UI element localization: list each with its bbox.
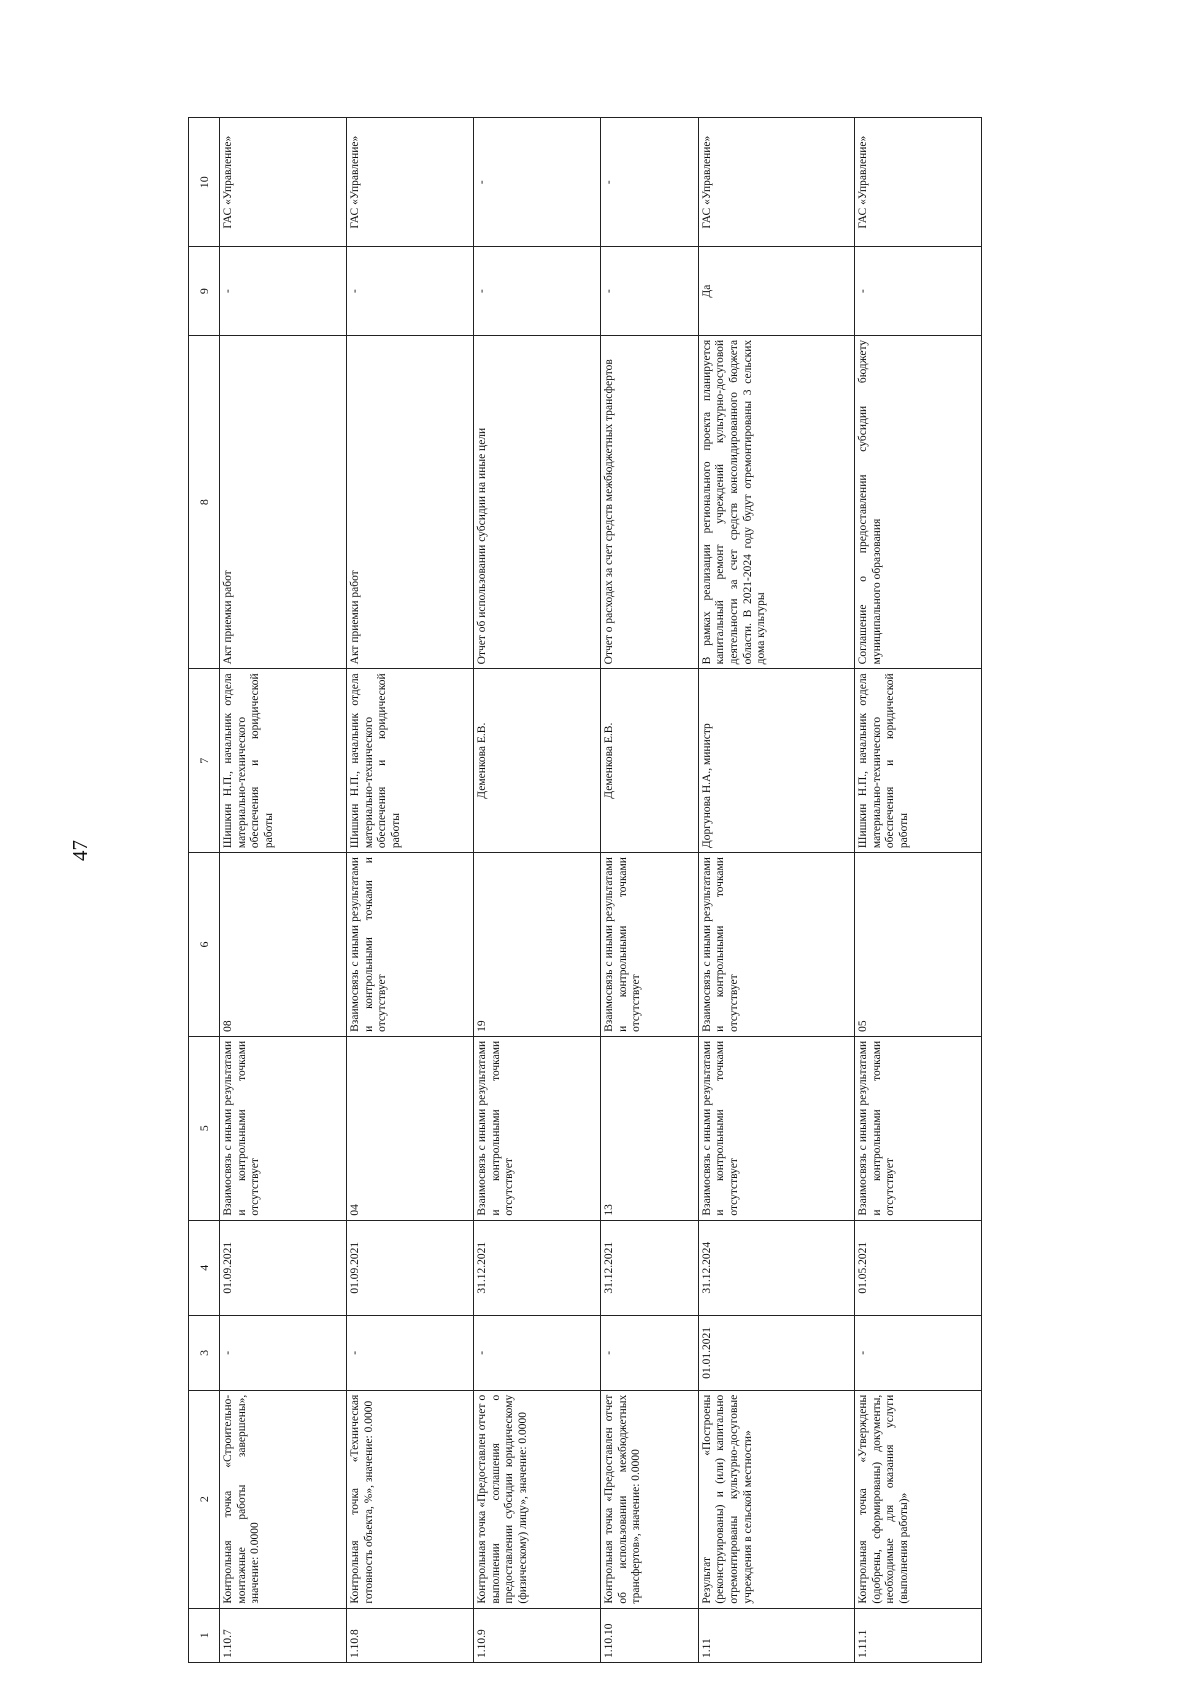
rotated-table-container bbox=[188, 117, 982, 1663]
system-cell: ГАС «Управление» bbox=[220, 118, 347, 247]
column-header: 1 bbox=[189, 1608, 220, 1662]
successor-cell: Взаимосвязь с иными результатами и контрольными точками отсутствует bbox=[601, 853, 699, 1037]
column-header: 10 bbox=[189, 118, 220, 247]
predecessor-cell: Взаимосвязь с иными результатами и контрольными точками отсутствует bbox=[474, 1036, 601, 1220]
row-number-cell: 1.11 bbox=[698, 1608, 854, 1662]
column-header: 2 bbox=[189, 1390, 220, 1608]
flag-cell: Да bbox=[698, 247, 854, 335]
row-number-cell: 1.11.1 bbox=[854, 1608, 981, 1662]
predecessor-cell: Взаимосвязь с иными результатами и контрольными точками отсутствует bbox=[854, 1036, 981, 1220]
start-date-cell: 01.01.2021 bbox=[698, 1315, 854, 1390]
system-cell: - bbox=[474, 118, 601, 247]
document-cell: Акт приемки работ bbox=[220, 335, 347, 669]
name-cell: Контрольная точка «Утверждены (одобрены, сформированы) документы, необходимые для оказания услуги (выполнения работы)» bbox=[854, 1390, 981, 1608]
predecessor-cell: 04 bbox=[347, 1036, 474, 1220]
flag-cell: - bbox=[854, 247, 981, 335]
predecessor-cell: Взаимосвязь с иными результатами и контрольными точками отсутствует bbox=[698, 1036, 854, 1220]
start-date-cell: - bbox=[854, 1315, 981, 1390]
responsible-cell: Доргунова Н.А., министр bbox=[698, 669, 854, 853]
table-row bbox=[698, 118, 854, 1663]
flag-cell: - bbox=[347, 247, 474, 335]
table-row bbox=[474, 118, 601, 1663]
successor-cell: Взаимосвязь с иными результатами и контрольными точками и отсутствует bbox=[347, 853, 474, 1037]
row-number-cell: 1.10.10 bbox=[601, 1608, 699, 1662]
page-number: 47 bbox=[68, 840, 92, 861]
document-cell: В рамках реализации регионального проекта планируется капитальный ремонт учреждений культурно-досуговой деятельности за счет средств консолидированного бюджета области. В 2021-2024 году будут отремонтированы 3 сельских дома культуры bbox=[698, 335, 854, 669]
document-cell: Отчет о расходах за счет средств межбюджетных трансфертов bbox=[601, 335, 699, 669]
responsible-cell: Шишкин Н.П., начальник отдела материально-технического обеспечения и юридической работы bbox=[347, 669, 474, 853]
end-date-cell: 01.05.2021 bbox=[854, 1220, 981, 1315]
table-row bbox=[220, 118, 347, 1663]
successor-cell: Взаимосвязь с иными результатами и контрольными точками отсутствует bbox=[698, 853, 854, 1037]
name-cell: Контрольная точка «Строительно-монтажные работы завершены», значение: 0.0000 bbox=[220, 1390, 347, 1608]
end-date-cell: 31.12.2021 bbox=[474, 1220, 601, 1315]
successor-cell: 08 bbox=[220, 853, 347, 1037]
document-cell: Отчет об использовании субсидии на иные цели bbox=[474, 335, 601, 669]
column-header: 4 bbox=[189, 1220, 220, 1315]
header-row bbox=[189, 118, 220, 1663]
table-row bbox=[601, 118, 699, 1663]
system-cell: ГАС «Управление» bbox=[854, 118, 981, 247]
system-cell: ГАС «Управление» bbox=[347, 118, 474, 247]
row-number-cell: 1.10.7 bbox=[220, 1608, 347, 1662]
start-date-cell: - bbox=[347, 1315, 474, 1390]
end-date-cell: 31.12.2021 bbox=[601, 1220, 699, 1315]
responsible-cell: Шишкин Н.П., начальник отдела материально-технического обеспечения и юридической работы bbox=[220, 669, 347, 853]
row-number-cell: 1.10.9 bbox=[474, 1608, 601, 1662]
successor-cell: 19 bbox=[474, 853, 601, 1037]
flag-cell: - bbox=[220, 247, 347, 335]
column-header: 3 bbox=[189, 1315, 220, 1390]
table-row bbox=[854, 118, 981, 1663]
name-cell: Результат «Построены (реконструированы) и (или) капитально отремонтированы культурно-досуговые учреждения в сельской местности» bbox=[698, 1390, 854, 1608]
end-date-cell: 31.12.2024 bbox=[698, 1220, 854, 1315]
name-cell: Контрольная точка «Предоставлен отчет об использовании межбюджетных трансфертов», значение: 0.0000 bbox=[601, 1390, 699, 1608]
table-row bbox=[347, 118, 474, 1663]
system-cell: ГАС «Управление» bbox=[698, 118, 854, 247]
name-cell: Контрольная точка «Предоставлен отчет о выполнении соглашения о предоставлении субсидии юридическому (физическому) лицу», значение: 0.0000 bbox=[474, 1390, 601, 1608]
end-date-cell: 01.09.2021 bbox=[220, 1220, 347, 1315]
start-date-cell: - bbox=[474, 1315, 601, 1390]
system-cell: - bbox=[601, 118, 699, 247]
column-header: 7 bbox=[189, 669, 220, 853]
start-date-cell: - bbox=[601, 1315, 699, 1390]
predecessor-cell: 13 bbox=[601, 1036, 699, 1220]
row-number-cell: 1.10.8 bbox=[347, 1608, 474, 1662]
column-header: 9 bbox=[189, 247, 220, 335]
responsible-cell: Деменкова Е.В. bbox=[474, 669, 601, 853]
responsible-cell: Шишкин Н.П., начальник отдела материально-технического обеспечения и юридической работы bbox=[854, 669, 981, 853]
document-cell: Соглашение о предоставлении субсидии бюджету муниципального образования bbox=[854, 335, 981, 669]
flag-cell: - bbox=[474, 247, 601, 335]
column-header: 5 bbox=[189, 1036, 220, 1220]
project-plan-table bbox=[188, 117, 982, 1663]
column-header: 6 bbox=[189, 853, 220, 1037]
successor-cell: 05 bbox=[854, 853, 981, 1037]
predecessor-cell: Взаимосвязь с иными результатами и контрольными точками отсутствует bbox=[220, 1036, 347, 1220]
end-date-cell: 01.09.2021 bbox=[347, 1220, 474, 1315]
column-header: 8 bbox=[189, 335, 220, 669]
responsible-cell: Деменкова Е.В. bbox=[601, 669, 699, 853]
document-cell: Акт приемки работ bbox=[347, 335, 474, 669]
start-date-cell: - bbox=[220, 1315, 347, 1390]
flag-cell: - bbox=[601, 247, 699, 335]
name-cell: Контрольная точка «Техническая готовность объекта, %», значение: 0.0000 bbox=[347, 1390, 474, 1608]
